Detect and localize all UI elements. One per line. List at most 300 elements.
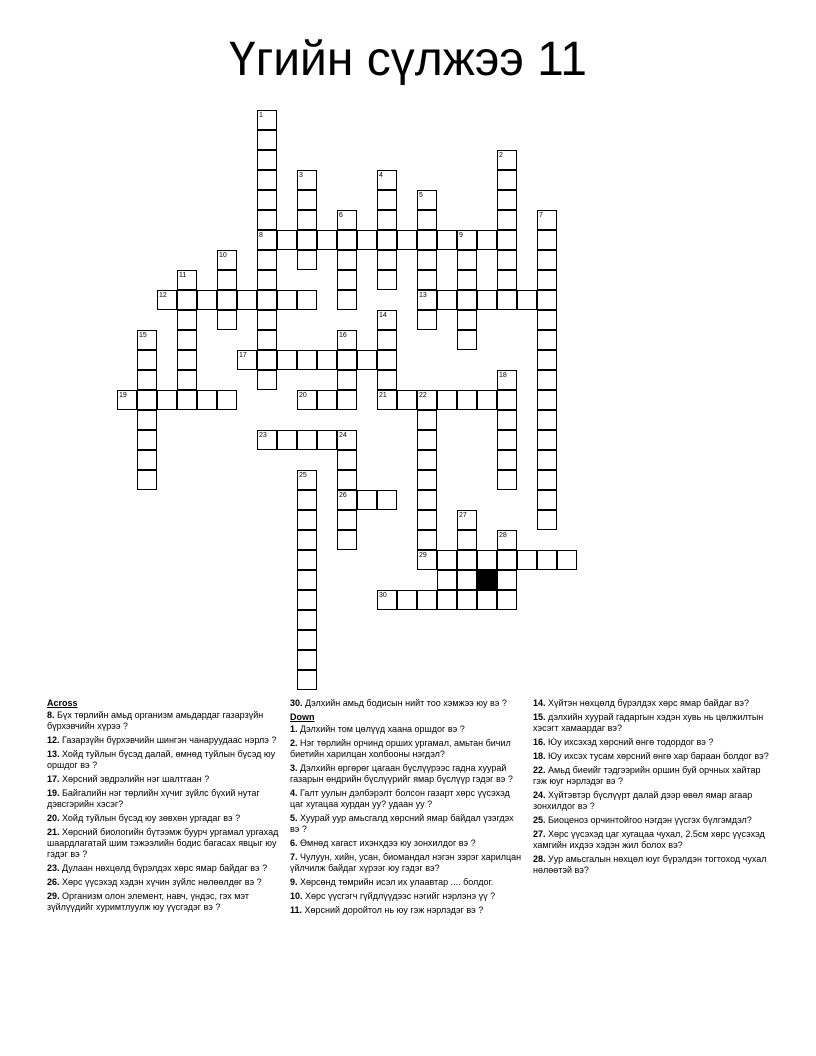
- across-clue-list: [47, 710, 279, 913]
- clue-number: 4.: [290, 788, 298, 798]
- grid-cell[interactable]: [497, 170, 517, 190]
- grid-cell[interactable]: [297, 510, 317, 530]
- clue-item: [533, 829, 773, 851]
- grid-cell[interactable]: [137, 430, 157, 450]
- grid-cell[interactable]: [377, 190, 397, 210]
- clue-number: 11.: [290, 905, 303, 915]
- clue-text: Хөрс үүсэхэд цаг хугацаа чухал, 2.5см хөрс үүсэхэд хамгийн ихдээ хэдэн жил болох вэ?: [533, 829, 765, 850]
- clue-number: 14.: [533, 698, 546, 708]
- clue-number: 2.: [290, 738, 298, 748]
- clue-number: 22.: [533, 765, 546, 775]
- clue-item: [290, 724, 522, 735]
- clue-text: Организм олон элемент, навч, үндэс, гэх мэт зүйлүүдийг хуримтлуулж юу үүсгэдэг вэ ?: [47, 891, 249, 912]
- clue-item: [533, 737, 773, 748]
- grid-cell[interactable]: [457, 230, 477, 250]
- grid-cell[interactable]: [237, 290, 257, 310]
- grid-cell[interactable]: [317, 230, 337, 250]
- clue-item: [290, 838, 522, 849]
- clue-item: [290, 698, 522, 709]
- grid-cell[interactable]: [137, 350, 157, 370]
- grid-cell[interactable]: [457, 330, 477, 350]
- grid-cell[interactable]: [417, 430, 437, 450]
- grid-cell[interactable]: [397, 590, 417, 610]
- grid-cell[interactable]: [217, 310, 237, 330]
- grid-cell[interactable]: [297, 350, 317, 370]
- grid-cell[interactable]: [377, 490, 397, 510]
- clue-number: 16.: [533, 737, 546, 747]
- clue-text: Хуурай уур амьсгалд хөрсний ямар байдал үзэгдэх вэ ?: [290, 813, 514, 834]
- grid-cell[interactable]: [337, 530, 357, 550]
- grid-cell[interactable]: [337, 490, 357, 510]
- clue-number: 10.: [290, 891, 303, 901]
- grid-cell[interactable]: [537, 330, 557, 350]
- grid-cell[interactable]: [277, 430, 297, 450]
- cell-number: 25: [299, 472, 307, 479]
- grid-cell[interactable]: [257, 430, 277, 450]
- grid-cell[interactable]: [537, 210, 557, 230]
- clue-item: [47, 749, 279, 771]
- grid-cell[interactable]: [177, 290, 197, 310]
- grid-cell[interactable]: [497, 370, 517, 390]
- grid-cell[interactable]: [417, 510, 437, 530]
- grid-cell[interactable]: [297, 470, 317, 490]
- grid-cell[interactable]: [257, 290, 277, 310]
- cell-number: 29: [419, 552, 427, 559]
- clue-text: Хөрсний эвдрэлийн нэг шалтгаан ?: [59, 774, 210, 784]
- grid-cell[interactable]: [537, 450, 557, 470]
- clue-item: [290, 738, 522, 760]
- grid-cell[interactable]: [457, 250, 477, 270]
- grid-cell[interactable]: [537, 410, 557, 430]
- black-square: [477, 570, 497, 590]
- grid-cell[interactable]: [357, 490, 377, 510]
- cell-number: 5: [419, 192, 423, 199]
- grid-cell[interactable]: [257, 330, 277, 350]
- cell-number: 1: [259, 112, 263, 119]
- clue-text: Хөрсний биологийн бүтээмж буурч ургамал ургахад шаардлагатай шим тэжээлийн бодис багасах явцыг юу гэдэг вэ ?: [47, 827, 279, 859]
- down-clue-list: [290, 724, 522, 916]
- clue-number: 3.: [290, 763, 298, 773]
- down-clue-list-continued: [533, 698, 773, 876]
- clue-number: 7.: [290, 852, 298, 862]
- grid-cell[interactable]: [457, 270, 477, 290]
- grid-cell[interactable]: [297, 670, 317, 690]
- grid-cell[interactable]: [137, 450, 157, 470]
- grid-cell[interactable]: [377, 170, 397, 190]
- grid-cell[interactable]: [257, 150, 277, 170]
- cell-number: 12: [159, 292, 167, 299]
- grid-cell[interactable]: [277, 230, 297, 250]
- clue-text: Хүйтэвтэр бүслүүрт далай дээр өвөл ямар агаар зонхилдог вэ ?: [533, 790, 753, 811]
- clue-item: [290, 763, 522, 785]
- grid-cell[interactable]: [277, 290, 297, 310]
- grid-cell[interactable]: [477, 590, 497, 610]
- grid-cell[interactable]: [417, 530, 437, 550]
- grid-cell[interactable]: [297, 590, 317, 610]
- grid-cell[interactable]: [337, 430, 357, 450]
- grid-cell[interactable]: [417, 210, 437, 230]
- clue-text: Галт уулын дэлбэрэлт болсон газарт хөрс үүсэхэд цаг хугацаа хурдан уу? удаан уу ?: [290, 788, 510, 809]
- grid-cell[interactable]: [377, 210, 397, 230]
- grid-cell[interactable]: [297, 610, 317, 630]
- cell-number: 8: [259, 232, 263, 239]
- clue-item: [290, 891, 522, 902]
- grid-cell[interactable]: [417, 230, 437, 250]
- clue-item: [290, 877, 522, 888]
- grid-cell[interactable]: [297, 250, 317, 270]
- grid-cell[interactable]: [437, 290, 457, 310]
- grid-cell[interactable]: [537, 250, 557, 270]
- grid-cell[interactable]: [457, 530, 477, 550]
- grid-cell[interactable]: [337, 210, 357, 230]
- grid-cell[interactable]: [337, 250, 357, 270]
- clue-item: [47, 877, 279, 888]
- grid-cell[interactable]: [537, 370, 557, 390]
- grid-cell[interactable]: [177, 390, 197, 410]
- grid-cell[interactable]: [537, 390, 557, 410]
- clue-text: Газарзүйн бүрхэвчийн шингэн чанаруудаас нэрлэ ?: [59, 735, 277, 745]
- grid-cell[interactable]: [457, 290, 477, 310]
- grid-cell[interactable]: [297, 190, 317, 210]
- clue-text: Бүх төрлийн амьд организм амьдардаг газарзүйн бүрхэвчийн хүрээ ?: [47, 710, 264, 731]
- cell-number: 13: [419, 292, 427, 299]
- grid-cell[interactable]: [217, 390, 237, 410]
- clue-number: 30.: [290, 698, 303, 708]
- clue-text: Уур амьсгалын нөхцөл юуг бүрэлдэн тогтоход чухал нөлөөтэй вэ?: [533, 854, 767, 875]
- cell-number: 21: [379, 392, 387, 399]
- cell-number: 26: [339, 492, 347, 499]
- grid-cell[interactable]: [437, 390, 457, 410]
- grid-cell[interactable]: [137, 470, 157, 490]
- grid-cell[interactable]: [537, 350, 557, 370]
- grid-cell[interactable]: [417, 490, 437, 510]
- grid-cell[interactable]: [497, 190, 517, 210]
- grid-cell[interactable]: [537, 230, 557, 250]
- clue-number: 17.: [47, 774, 60, 784]
- clue-number: 12.: [47, 735, 60, 745]
- grid-cell[interactable]: [417, 470, 437, 490]
- grid-cell[interactable]: [337, 350, 357, 370]
- cell-number: 24: [339, 432, 347, 439]
- cell-number: 20: [299, 392, 307, 399]
- grid-cell[interactable]: [497, 150, 517, 170]
- grid-cell[interactable]: [297, 530, 317, 550]
- clue-number: 1.: [290, 724, 298, 734]
- grid-cell[interactable]: [517, 290, 537, 310]
- grid-cell[interactable]: [297, 490, 317, 510]
- clue-number: 6.: [290, 838, 298, 848]
- puzzle-title: Үгийн сүлжээ 11: [229, 33, 587, 86]
- grid-cell[interactable]: [257, 130, 277, 150]
- grid-cell[interactable]: [337, 390, 357, 410]
- grid-cell[interactable]: [277, 350, 297, 370]
- clue-text: Дэлхийн том цөлүүд хаана оршдог вэ ?: [297, 724, 465, 734]
- grid-cell[interactable]: [357, 350, 377, 370]
- clue-item: [47, 735, 279, 746]
- cell-number: 2: [499, 152, 503, 159]
- grid-cell[interactable]: [257, 210, 277, 230]
- clue-number: 15.: [533, 712, 546, 722]
- clue-text: Өмнөд хагаст ихэнхдээ юу зонхилдог вэ ?: [297, 838, 476, 848]
- clue-text: Дэлхийн өргөрөг цагаан бүслүүрээс гадна хуурай газарын өндрийн бүслүүрийг ямар бүслүүр гэдэг вэ ?: [290, 763, 513, 784]
- grid-cell[interactable]: [257, 370, 277, 390]
- grid-cell[interactable]: [137, 390, 157, 410]
- clue-number: 13.: [47, 749, 60, 759]
- clue-item: [533, 815, 773, 826]
- down-heading: Down: [290, 712, 315, 722]
- grid-cell[interactable]: [177, 350, 197, 370]
- clue-text: дэлхийн хуурай гадаргын хэдэн хувь нь цөлжилтын хэсэгт хамаардаг вэ?: [533, 712, 764, 733]
- grid-cell[interactable]: [317, 390, 337, 410]
- clue-text: Хойд туйлын бүсэд далай, өмнөд туйлын бүсэд юу оршдог вэ ?: [47, 749, 276, 770]
- cell-number: 3: [299, 172, 303, 179]
- grid-cell[interactable]: [497, 550, 517, 570]
- clue-text: Байгалийн нэг төрлийн хүчиг зүйлс бүхий нутаг дэвсгэрийн хэсэг?: [47, 788, 260, 809]
- clue-item: [47, 710, 279, 732]
- grid-cell[interactable]: [377, 230, 397, 250]
- grid-cell[interactable]: [217, 270, 237, 290]
- grid-cell[interactable]: [417, 410, 437, 430]
- grid-cell[interactable]: [337, 330, 357, 350]
- grid-cell[interactable]: [417, 250, 437, 270]
- grid-cell[interactable]: [417, 290, 437, 310]
- grid-cell[interactable]: [177, 270, 197, 290]
- clue-text: Хойд туйлын бүсэд юу зөвхөн ургадаг вэ ?: [59, 813, 241, 823]
- grid-cell[interactable]: [417, 390, 437, 410]
- grid-cell[interactable]: [357, 230, 377, 250]
- grid-cell[interactable]: [237, 350, 257, 370]
- grid-cell[interactable]: [257, 310, 277, 330]
- cell-number: 11: [179, 272, 187, 279]
- grid-cell[interactable]: [437, 590, 457, 610]
- grid-cell[interactable]: [317, 430, 337, 450]
- grid-cell[interactable]: [537, 270, 557, 290]
- grid-cell[interactable]: [137, 370, 157, 390]
- grid-cell[interactable]: [257, 230, 277, 250]
- grid-cell[interactable]: [417, 450, 437, 470]
- clue-number: 9.: [290, 877, 298, 887]
- clue-number: 24.: [533, 790, 546, 800]
- grid-cell[interactable]: [497, 570, 517, 590]
- clue-number: 29.: [47, 891, 60, 901]
- grid-cell[interactable]: [257, 110, 277, 130]
- clue-text: Хөрс үүсгэгч гүйдлүүдээс нэгийг нэрлэнэ үү ?: [302, 891, 496, 901]
- cell-number: 17: [239, 352, 247, 359]
- grid-cell[interactable]: [537, 510, 557, 530]
- grid-cell[interactable]: [137, 410, 157, 430]
- clue-number: 27.: [533, 829, 546, 839]
- grid-cell[interactable]: [157, 290, 177, 310]
- grid-cell[interactable]: [477, 390, 497, 410]
- clue-item: [533, 790, 773, 812]
- grid-cell[interactable]: [337, 230, 357, 250]
- grid-cell[interactable]: [457, 510, 477, 530]
- clue-item: [290, 788, 522, 810]
- grid-cell[interactable]: [397, 390, 417, 410]
- clue-number: 21.: [47, 827, 60, 837]
- grid-cell[interactable]: [297, 170, 317, 190]
- clue-item: [47, 788, 279, 810]
- grid-cell[interactable]: [197, 390, 217, 410]
- across-heading: Across: [47, 698, 78, 708]
- cell-number: 18: [499, 372, 507, 379]
- grid-cell[interactable]: [537, 290, 557, 310]
- grid-cell[interactable]: [377, 250, 397, 270]
- cell-number: 10: [219, 252, 227, 259]
- clue-text: Юу ихсэх тусам хөрсний өнгө хар бараан болдог вэ?: [545, 751, 769, 761]
- clue-text: Хүйтэн нөхцөлд бүрэлдэх хөрс ямар байдаг вэ?: [545, 698, 750, 708]
- clue-item: [47, 891, 279, 913]
- across-clue-list-continued: [290, 698, 522, 709]
- grid-cell[interactable]: [257, 270, 277, 290]
- grid-cell[interactable]: [457, 390, 477, 410]
- clue-number: 23.: [47, 863, 60, 873]
- grid-cell[interactable]: [297, 210, 317, 230]
- grid-cell[interactable]: [457, 590, 477, 610]
- clue-item: [533, 854, 773, 876]
- clue-text: Нэг төрлийн орчинд орших ургамал, амьтан бичил биетийн харилцан холбооны нэгдэл?: [290, 738, 511, 759]
- grid-cell[interactable]: [157, 390, 177, 410]
- grid-cell[interactable]: [217, 250, 237, 270]
- grid-cell[interactable]: [537, 430, 557, 450]
- cell-number: 19: [119, 392, 127, 399]
- clue-number: 20.: [47, 813, 60, 823]
- clues-column-1: [47, 698, 279, 916]
- grid-cell[interactable]: [497, 450, 517, 470]
- cell-number: 15: [139, 332, 147, 339]
- cell-number: 23: [259, 432, 267, 439]
- grid-cell[interactable]: [497, 210, 517, 230]
- clue-item: [47, 827, 279, 860]
- grid-cell[interactable]: [377, 310, 397, 330]
- grid-cell[interactable]: [397, 230, 417, 250]
- grid-cell[interactable]: [457, 550, 477, 570]
- grid-cell[interactable]: [477, 550, 497, 570]
- grid-cell[interactable]: [297, 390, 317, 410]
- grid-cell[interactable]: [477, 230, 497, 250]
- clue-number: 25.: [533, 815, 546, 825]
- grid-cell[interactable]: [497, 230, 517, 250]
- clue-item: [533, 765, 773, 787]
- clue-number: 19.: [47, 788, 60, 798]
- cell-number: 14: [379, 312, 387, 319]
- grid-cell[interactable]: [537, 550, 557, 570]
- clue-item: [47, 863, 279, 874]
- grid-cell[interactable]: [537, 470, 557, 490]
- clues-column-2: [290, 698, 522, 919]
- grid-cell[interactable]: [377, 330, 397, 350]
- grid-cell[interactable]: [457, 570, 477, 590]
- grid-cell[interactable]: [177, 310, 197, 330]
- grid-cell[interactable]: [337, 270, 357, 290]
- cell-number: 4: [379, 172, 383, 179]
- grid-cell[interactable]: [197, 290, 217, 310]
- grid-cell[interactable]: [477, 290, 497, 310]
- grid-cell[interactable]: [297, 550, 317, 570]
- clue-number: 26.: [47, 877, 60, 887]
- grid-cell[interactable]: [537, 490, 557, 510]
- grid-cell[interactable]: [257, 190, 277, 210]
- grid-cell[interactable]: [177, 370, 197, 390]
- clue-item: [47, 813, 279, 824]
- grid-cell[interactable]: [437, 230, 457, 250]
- clue-text: Амьд биеийг тэдгээрийн оршин буй орчных хайтар гэж юуг нэрлэдэг вэ ?: [533, 765, 761, 786]
- grid-cell[interactable]: [377, 390, 397, 410]
- clue-item: [533, 698, 773, 709]
- grid-cell[interactable]: [497, 470, 517, 490]
- clue-item: [290, 905, 522, 916]
- grid-cell[interactable]: [417, 270, 437, 290]
- grid-cell[interactable]: [377, 370, 397, 390]
- grid-cell[interactable]: [497, 590, 517, 610]
- grid-cell[interactable]: [457, 310, 477, 330]
- grid-cell[interactable]: [557, 550, 577, 570]
- grid-cell[interactable]: [257, 350, 277, 370]
- grid-cell[interactable]: [337, 290, 357, 310]
- grid-cell[interactable]: [297, 630, 317, 650]
- grid-cell[interactable]: [417, 550, 437, 570]
- grid-cell[interactable]: [297, 290, 317, 310]
- grid-cell[interactable]: [257, 250, 277, 270]
- clue-number: 5.: [290, 813, 298, 823]
- grid-cell[interactable]: [297, 430, 317, 450]
- clue-text: Хөрсөнд төмрийн исэл их улаавтар .... болдог.: [297, 877, 494, 887]
- grid-cell[interactable]: [417, 590, 437, 610]
- grid-cell[interactable]: [417, 310, 437, 330]
- clue-text: Юу ихсэхэд хөрсний өнгө тодордог вэ ?: [545, 737, 714, 747]
- grid-cell[interactable]: [337, 470, 357, 490]
- cell-number: 27: [459, 512, 467, 519]
- grid-cell[interactable]: [377, 350, 397, 370]
- clue-text: Дэлхийн амьд бодисын нийт тоо хэмжээ юу вэ ?: [302, 698, 507, 708]
- grid-cell[interactable]: [177, 330, 197, 350]
- grid-cell[interactable]: [257, 170, 277, 190]
- grid-cell[interactable]: [497, 270, 517, 290]
- clue-number: 28.: [533, 854, 546, 864]
- grid-cell[interactable]: [517, 550, 537, 570]
- grid-cell[interactable]: [497, 430, 517, 450]
- grid-cell[interactable]: [497, 390, 517, 410]
- grid-cell[interactable]: [117, 390, 137, 410]
- cell-number: 28: [499, 532, 507, 539]
- grid-cell[interactable]: [497, 410, 517, 430]
- grid-cell[interactable]: [417, 190, 437, 210]
- clue-text: Чулуун, хийн, усан, биомандал нэгэн зэрэг харилцан үйлчилж байдаг хүрээг юу гэдэг вэ?: [290, 852, 522, 873]
- grid-cell[interactable]: [437, 550, 457, 570]
- grid-cell[interactable]: [137, 330, 157, 350]
- grid-cell[interactable]: [337, 370, 357, 390]
- grid-cell[interactable]: [497, 250, 517, 270]
- grid-cell[interactable]: [377, 270, 397, 290]
- grid-cell[interactable]: [337, 510, 357, 530]
- clue-item: [47, 774, 279, 785]
- grid-cell[interactable]: [297, 570, 317, 590]
- grid-cell[interactable]: [537, 310, 557, 330]
- grid-cell[interactable]: [437, 570, 457, 590]
- grid-cell[interactable]: [377, 590, 397, 610]
- grid-cell[interactable]: [497, 530, 517, 550]
- clue-text: Хөрсний доройтол нь юу гэж нэрлэдэг вэ ?: [302, 905, 484, 915]
- clue-item: [290, 813, 522, 835]
- grid-cell[interactable]: [297, 230, 317, 250]
- grid-cell[interactable]: [317, 350, 337, 370]
- grid-cell[interactable]: [217, 290, 237, 310]
- clues-column-3: [533, 698, 773, 879]
- grid-cell[interactable]: [497, 290, 517, 310]
- clue-text: Хөрс үүсэхэд хэдэн хүчин зүйлс нөлөөлдөг вэ ?: [59, 877, 262, 887]
- grid-cell[interactable]: [297, 650, 317, 670]
- grid-cell[interactable]: [337, 450, 357, 470]
